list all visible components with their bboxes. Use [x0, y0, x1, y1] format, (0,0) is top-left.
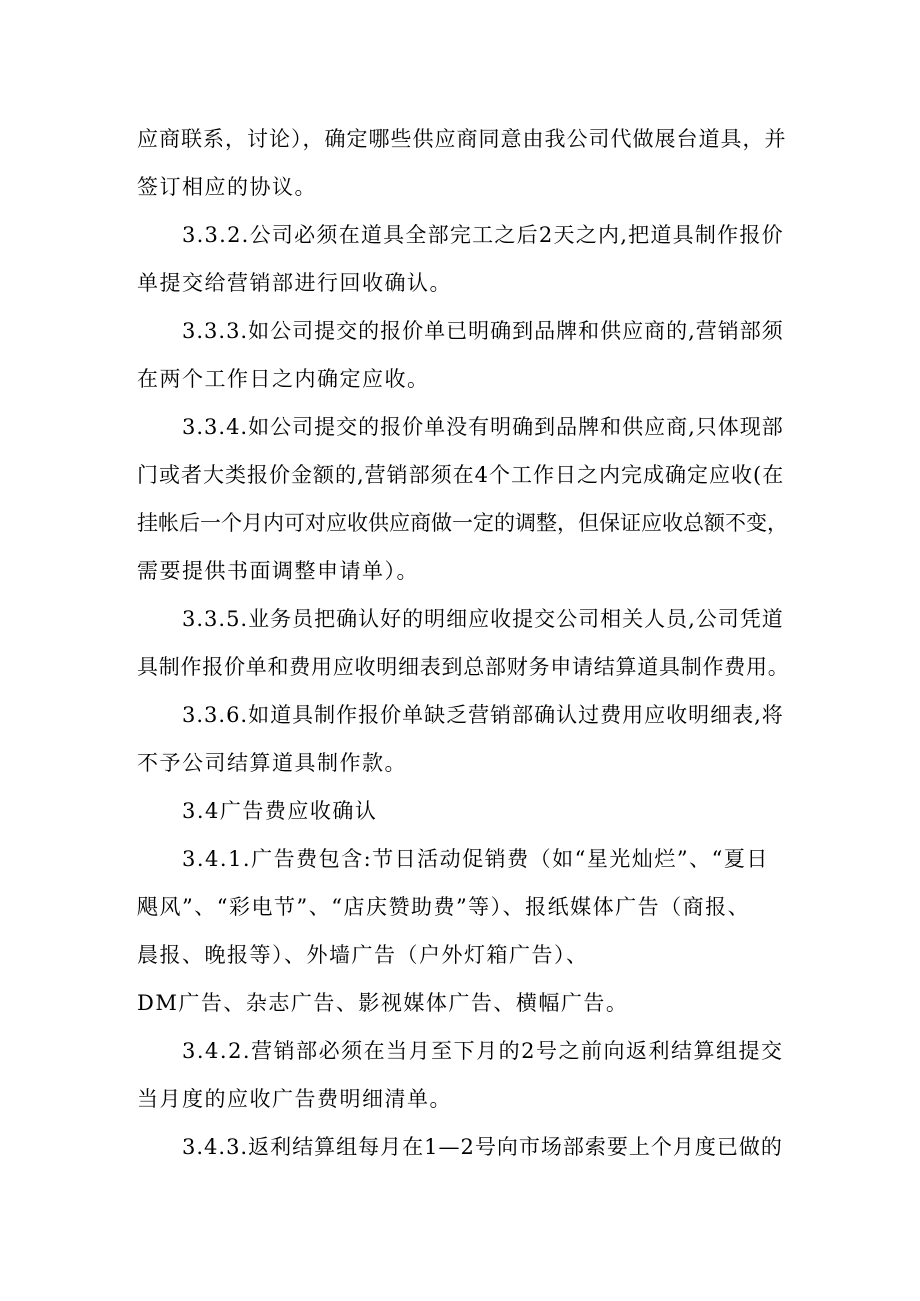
paragraph-line: DM广告、杂志广告、影视媒体广告、横幅广告。 [137, 991, 629, 1015]
clause-3-3-6-line: 3.3.6.如道具制作报价单缺乏营销部确认过费用应收明细表,将 [182, 703, 784, 727]
clause-3-4-2-line: 3.4.2.营销部必须在当月至下月的2号之前向返利结算组提交 [182, 1039, 784, 1063]
paragraph-line: 飓风”、“彩电节”、“店庆赞助费”等）、报纸媒体广告（商报、 [137, 895, 751, 919]
paragraph-line: 门或者大类报价金额的,营销部须在4个工作日之内完成确定应收(在 [137, 463, 785, 487]
clause-3-4-3-line: 3.4.3.返利结算组每月在1—2号向市场部索要上个月度已做的 [182, 1135, 783, 1159]
clause-3-3-4-line: 3.3.4.如公司提交的报价单没有明确到品牌和供应商,只体现部 [182, 415, 784, 439]
clause-3-4-1-line: 3.4.1.广告费包含:节日活动促销费（如“星光灿烂”、“夏日 [182, 847, 769, 871]
paragraph-line: 当月度的应收广告费明细清单。 [137, 1087, 452, 1111]
paragraph-line: 晨报、晚报等）、外墙广告（户外灯箱广告）、 [137, 943, 589, 967]
section-heading-3-4: 3.4广告费应收确认 [182, 799, 378, 823]
paragraph-line: 签订相应的协议。 [137, 175, 317, 199]
paragraph-line: 具制作报价单和费用应收明细表到总部财务申请结算道具制作费用。 [137, 655, 790, 679]
paragraph-line: 单提交给营销部进行回收确认。 [137, 271, 452, 295]
paragraph-line: 需要提供书面调整申请单）。 [137, 559, 419, 583]
clause-3-3-5-line: 3.3.5.业务员把确认好的明细应收提交公司相关人员,公司凭道 [182, 607, 784, 631]
clause-3-3-3-line: 3.3.3.如公司提交的报价单已明确到品牌和供应商的,营销部须 [182, 319, 784, 343]
paragraph-line: 在两个工作日之内确定应收。 [137, 367, 430, 391]
clause-3-3-2-line: 3.3.2.公司必须在道具全部完工之后2天之内,把道具制作报价 [182, 223, 784, 247]
paragraph-line: 不予公司结算道具制作款。 [137, 751, 407, 775]
paragraph-line: 应商联系，讨论），确定哪些供应商同意由我公司代做展台道具，并 [137, 127, 787, 151]
paragraph-line: 挂帐后一个月内可对应收供应商做一定的调整，但保证应收总额不变， [137, 511, 788, 535]
